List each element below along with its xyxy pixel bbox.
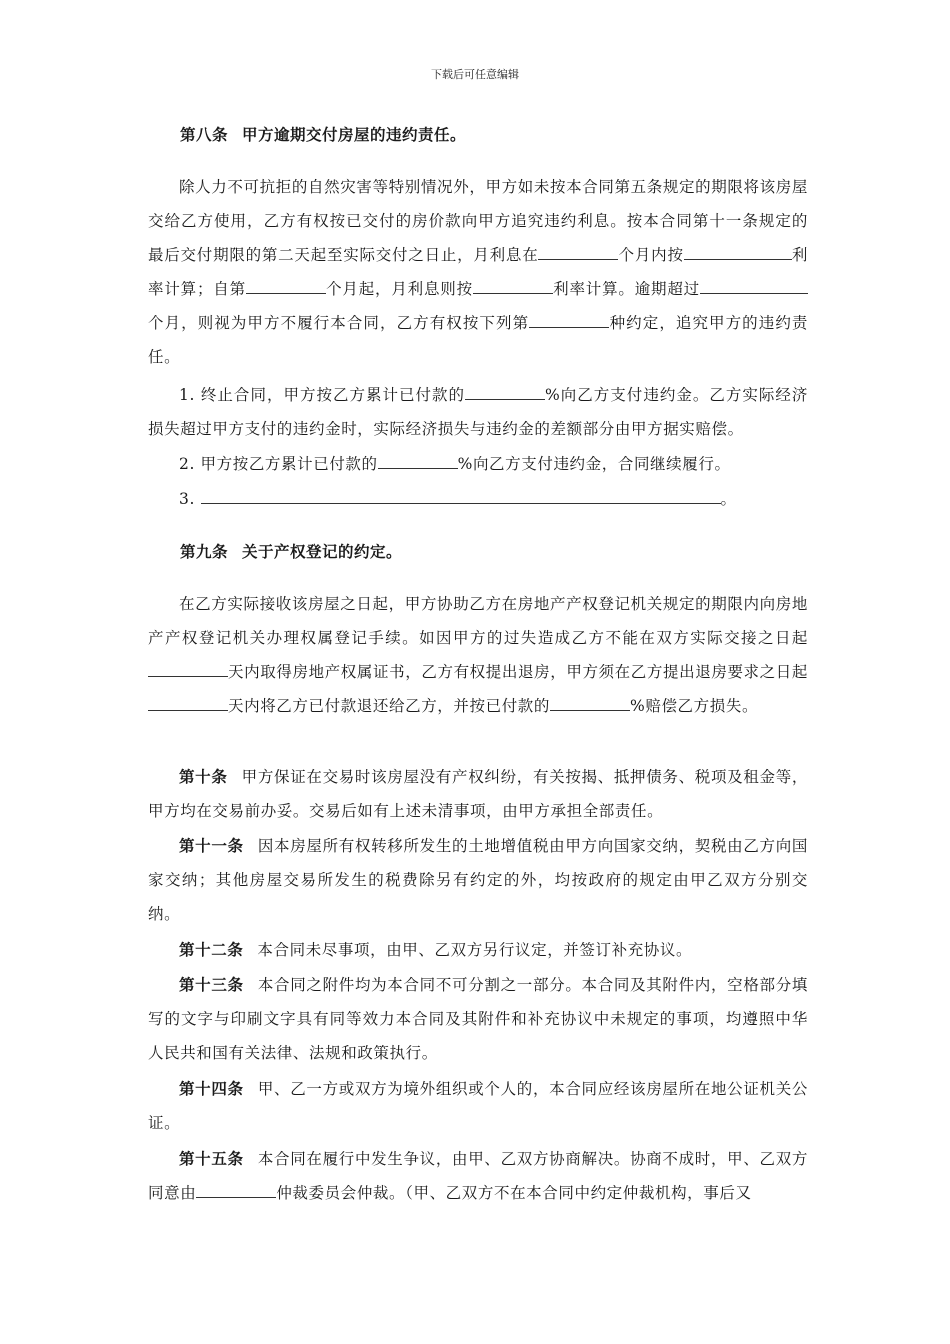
article-14-label: 第十四条	[179, 1079, 244, 1098]
blank-field[interactable]	[201, 489, 721, 504]
article-9-number: 第九条	[180, 542, 229, 561]
article-8-item-1: 1. 终止合同，甲方按乙方累计已付款的 %向乙方支付违约金。乙方实际经济损失超过甲方支付的违约金时，实际经济损失与违约金的差额部分由甲方据实赔偿。	[148, 386, 808, 438]
blank-field[interactable]	[473, 279, 553, 294]
blank-field[interactable]	[378, 454, 458, 469]
blank-field[interactable]	[538, 245, 618, 260]
article-10-label: 第十条	[179, 767, 228, 786]
article-15-label: 第十五条	[179, 1149, 244, 1168]
blank-field[interactable]	[760, 279, 808, 294]
blank-field[interactable]	[684, 245, 744, 260]
article-13-paragraph: 第十三条 本合同之附件均为本合同不可分割之一部分。本合同及其附件内，空格部分填写的文字与印刷文字具有同等效力本合同及其附件和补充协议中未规定的事项，均遵照中华人民共和国有关法律、法规和政策执行。	[148, 975, 809, 1062]
blank-field[interactable]	[148, 662, 228, 677]
blank-field[interactable]	[550, 696, 630, 711]
blank-field[interactable]	[529, 313, 609, 328]
blank-field[interactable]	[246, 279, 326, 294]
article-13-label: 第十三条	[179, 975, 244, 994]
running-head: 下载后可任意编辑	[431, 68, 519, 81]
article-12-paragraph: 第十二条 本合同未尽事项，由甲、乙双方另行议定，并签订补充协议。	[179, 940, 693, 959]
article-8-heading	[180, 123, 466, 145]
article-11-label: 第十一条	[179, 836, 244, 855]
article-12-label: 第十二条	[179, 940, 244, 959]
article-8-number: 第八条	[180, 125, 229, 144]
blank-field[interactable]	[465, 385, 545, 400]
article-8-item-2: 2. 甲方按乙方累计已付款的 %向乙方支付违约金，合同继续履行。	[179, 455, 731, 473]
blank-field[interactable]	[700, 279, 760, 294]
article-9-paragraph: 在乙方实际接收该房屋之日起，甲方协助乙方在房地产产权登记机关规定的期限内向房地产产权登记机关办理权属登记手续。如因甲方的过失造成乙方不能在双方实际交接之日起天内取得房地产权属证书，乙方有权提出退房，甲方须在乙方提出退房要求之日起天内将乙方已付款退还给乙方，并按已付款的 %赔偿乙方损失。	[148, 595, 808, 715]
blank-field[interactable]	[196, 1183, 276, 1198]
article-9-heading	[180, 540, 402, 562]
article-8-title: 甲方逾期交付房屋的违约责任。	[242, 125, 467, 144]
blank-field[interactable]	[148, 696, 228, 711]
article-14-paragraph: 第十四条 甲、乙一方或双方为境外组织或个人的，本合同应经该房屋所在地公证机关公证。	[148, 1079, 809, 1132]
article-8-paragraph: 除人力不可抗拒的自然灾害等特别情况外，甲方如未按本合同第五条规定的期限将该房屋交给乙方使用，乙方有权按已交付的房价款向甲方追究违约利息。按本合同第十一条规定的最后交付期限的第二天起至实际交付之日止，月利息在 个月内按 利率计算；自第 个月起，月利息则按 利率计算。逾期超过个月，则视为甲方不履行本合同，乙方有权按下列第 种约定，追究甲方的违约责任。	[148, 178, 808, 366]
blank-field[interactable]	[744, 245, 792, 260]
article-11-paragraph: 第十一条 因本房屋所有权转移所发生的土地增值税由甲方向国家交纳，契税由乙方向国家交纳；其他房屋交易所发生的税费除另有约定的外，均按政府的规定由甲乙双方分别交纳。	[148, 836, 809, 923]
article-15-paragraph: 第十五条 本合同在履行中发生争议，由甲、乙双方协商解决。协商不成时，甲、乙双方同意由 仲裁委员会仲裁。（甲、乙双方不在本合同中约定仲裁机构，事后又	[148, 1149, 809, 1202]
article-9-title: 关于产权登记的约定。	[242, 542, 403, 561]
article-10-paragraph: 第十条 甲方保证在交易时该房屋没有产权纠纷，有关按揭、抵押债务、税项及租金等，甲方均在交易前办妥。交易后如有上述未清事项，由甲方承担全部责任。	[148, 767, 808, 820]
article-8-item-3: 3. 。	[179, 490, 737, 508]
